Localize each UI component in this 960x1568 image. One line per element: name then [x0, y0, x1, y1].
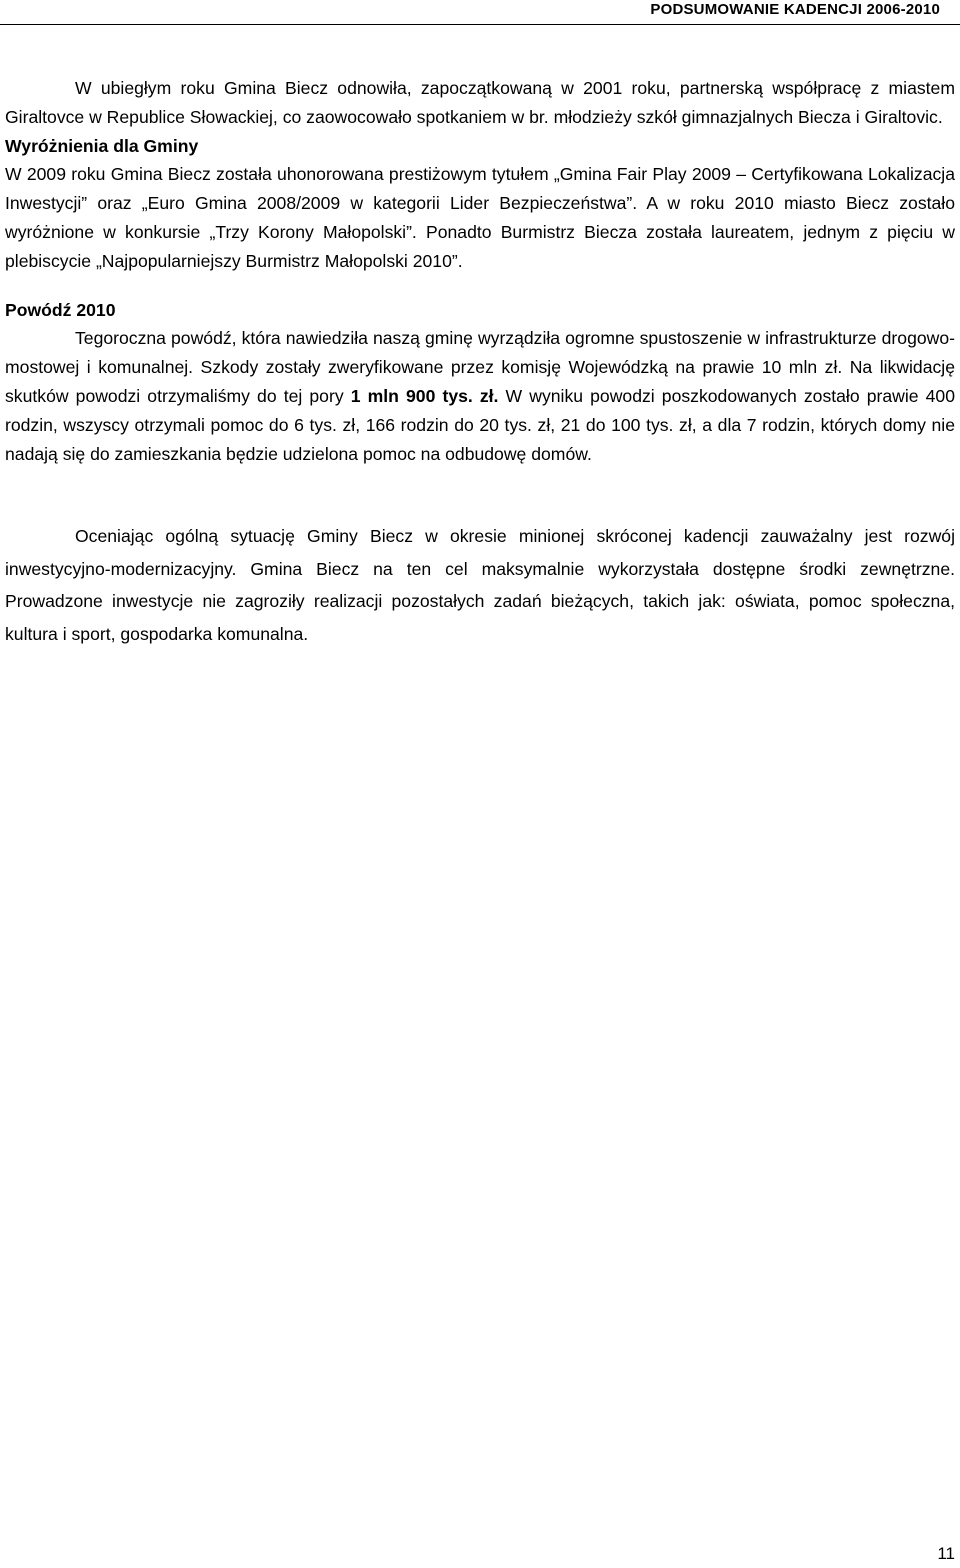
flood-aid-amount: 1 mln 900 tys. zł.	[350, 385, 499, 406]
page-header	[0, 0, 960, 25]
paragraph-flood	[5, 324, 955, 468]
flood-text-part-1: Tegoroczna powódź, która nawiedziła naszą gminę wyrządziła ogromne spustoszenie w infrastrukturze drogowo-mostowej i komunalnej. Szkody zostały zweryfikowane przez komisję Wojewódzką na prawie 10 mln zł. Na likwidację skutków powodzi otrzymaliśmy do tej pory	[5, 328, 955, 406]
header-title: PODSUMOWANIE KADENCJI 2006-2010	[650, 1, 940, 18]
document-body	[5, 74, 955, 650]
section-heading-flood: Powódź 2010	[5, 299, 116, 320]
flood-text-part-2: W wyniku powodzi poszkodowanych zostało prawie 400 rodzin, wszyscy otrzymali pomoc do 6 tys. zł, 166 rodzin do 20 tys. zł, 21 do 100 tys. zł, a dla 7 rodzin, których domy nie nadają się do zamieszkania będzie udzielona pomoc na odbudowę domów.	[5, 385, 955, 464]
paragraph-awards: W 2009 roku Gmina Biecz została uhonorowana prestiżowym tytułem „Gmina Fair Play 2009 – Certyfikowana Lokalizacja Inwestycji” oraz „Euro Gmina 2008/2009 w kategorii Lider Bezpieczeństwa”. A w roku 2010 miasto Biecz zostało wyróżnione w konkursie „Trzy Korony Małopolski”. Ponadto Burmistrz Biecza została laureatem, jednym z pięciu w plebiscycie „Najpopularniejszy Burmistrz Małopolski 2010”.	[5, 164, 955, 271]
section-heading-awards: Wyróżnienia dla Gminy	[5, 135, 199, 156]
paragraph-partnership: W ubiegłym roku Gmina Biecz odnowiła, zapoczątkowaną w 2001 roku, partnerską współpracę z miastem Giraltovce w Republice Słowackiej, co zaowocowało spotkaniem w br. młodzieży szkół gimnazjalnych Biecza i Giraltovic.	[5, 78, 955, 127]
paragraph-summary: Oceniając ogólną sytuację Gminy Biecz w okresie minionej skróconej kadencji zauważalny jest rozwój inwestycyjno-modernizacyjny. Gmina Biecz na ten cel maksymalnie wykorzystała dostępne środki zewnętrzne. Prowadzone inwestycje nie zagroziły realizacji pozostałych zadań bieżących, takich jak: oświata, pomoc społeczna, kultura i sport, gospodarka komunalna.	[5, 526, 955, 644]
page-number: 11	[937, 1544, 955, 1563]
